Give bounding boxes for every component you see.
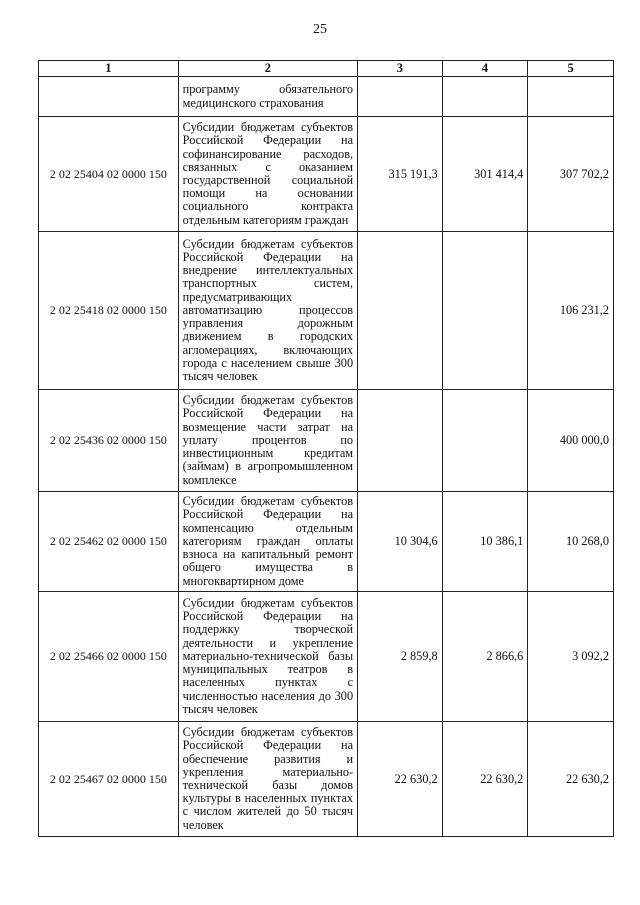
table-row	[39, 232, 614, 390]
budget-code-cell: 2 02 25404 02 0000 150	[39, 117, 179, 232]
amount-col3-cell: 10 304,6	[358, 492, 443, 592]
amount-col4-cell	[442, 77, 528, 117]
amount-col3-cell	[358, 77, 443, 117]
description-cell: Субсидии бюджетам субъектов Российской Федерации на возмещение части затрат на уплату процентов по инвестиционным кредитам (займам) в агропромышленном комплексе	[178, 390, 357, 492]
amount-col4-cell: 10 386,1	[442, 492, 528, 592]
budget-revenue-table	[38, 60, 614, 837]
amount-col5-cell: 22 630,2	[528, 722, 614, 837]
table-row	[39, 77, 614, 117]
amount-col3-cell	[358, 232, 443, 390]
description-cell: Субсидии бюджетам субъектов Российской Федерации на внедрение интеллектуальных транспортных систем, предусматривающих автоматизацию процессов управления дорожным движением в городских агломерациях, включающих города с населением свыше 300 тысяч человек	[178, 232, 357, 390]
amount-col3-cell: 2 859,8	[358, 592, 443, 722]
description-cell: Субсидии бюджетам субъектов Российской Федерации на поддержку творческой деятельности и укрепление материально-технической базы муниципальных театров в населенных пунктах с численностью населения до 300 тысяч человек	[178, 592, 357, 722]
column-header-2: 2	[178, 61, 357, 77]
amount-col3-cell: 315 191,3	[358, 117, 443, 232]
budget-code-cell: 2 02 25436 02 0000 150	[39, 390, 179, 492]
amount-col5-cell: 3 092,2	[528, 592, 614, 722]
amount-col3-cell	[358, 390, 443, 492]
amount-col5-cell: 307 702,2	[528, 117, 614, 232]
description-cell: программу обязательного медицинского страхования	[178, 77, 357, 117]
page-number: 25	[313, 22, 327, 37]
column-header-1: 1	[39, 61, 179, 77]
amount-col5-cell: 400 000,0	[528, 390, 614, 492]
budget-code-cell: 2 02 25466 02 0000 150	[39, 592, 179, 722]
amount-col5-cell	[528, 77, 614, 117]
budget-code-cell	[39, 77, 179, 117]
amount-col3-cell: 22 630,2	[358, 722, 443, 837]
table-header-row	[39, 61, 614, 77]
table-row	[39, 117, 614, 232]
budget-code-cell: 2 02 25418 02 0000 150	[39, 232, 179, 390]
budget-code-cell: 2 02 25462 02 0000 150	[39, 492, 179, 592]
amount-col4-cell: 301 414,4	[442, 117, 528, 232]
description-cell: Субсидии бюджетам субъектов Российской Федерации на софинансирование расходов, связанных с оказанием государственной социальной помощи на основании социального контракта отдельным категориям граждан	[178, 117, 357, 232]
amount-col4-cell	[442, 390, 528, 492]
column-header-5: 5	[528, 61, 614, 77]
column-header-4: 4	[442, 61, 528, 77]
table-row	[39, 492, 614, 592]
amount-col5-cell: 106 231,2	[528, 232, 614, 390]
amount-col4-cell: 22 630,2	[442, 722, 528, 837]
budget-code-cell: 2 02 25467 02 0000 150	[39, 722, 179, 837]
amount-col4-cell: 2 866,6	[442, 592, 528, 722]
table-row	[39, 592, 614, 722]
table-row	[39, 722, 614, 837]
table-row	[39, 390, 614, 492]
description-cell: Субсидии бюджетам субъектов Российской Федерации на компенсацию отдельным категориям граждан оплаты взноса на капитальный ремонт общего имущества в многоквартирном доме	[178, 492, 357, 592]
description-cell: Субсидии бюджетам субъектов Российской Федерации на обеспечение развития и укрепления материально-технической базы домов культуры в населенных пунктах с числом жителей до 50 тысяч человек	[178, 722, 357, 837]
amount-col5-cell: 10 268,0	[528, 492, 614, 592]
amount-col4-cell	[442, 232, 528, 390]
column-header-3: 3	[358, 61, 443, 77]
